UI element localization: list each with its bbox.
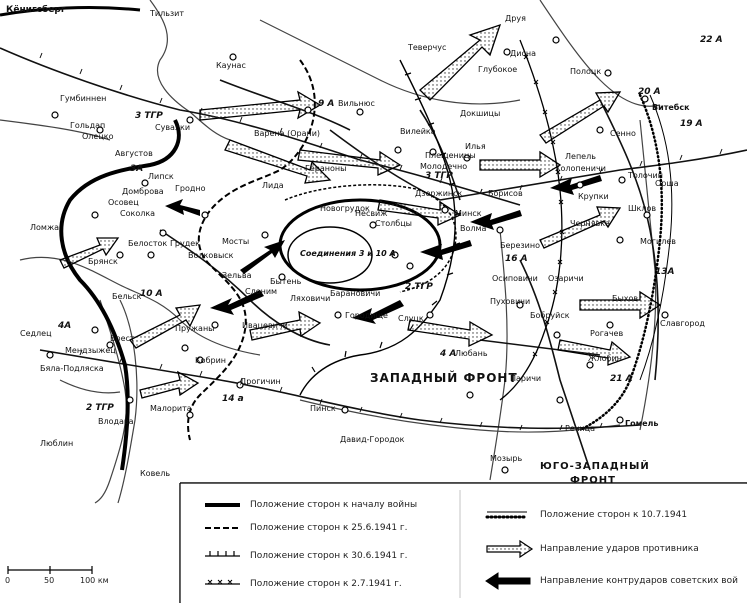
counter-7 [420,240,472,260]
city-label: Гумбиннен [60,94,107,103]
city-label: Соколка [120,209,156,218]
city-label: Борисов [488,189,523,198]
army-label: 4А [58,321,72,331]
city-label: Давид-Городок [340,435,405,444]
city-label: Речица [565,424,596,433]
legend-item-10-7: Положение сторон к 10.7.1941 [540,510,688,520]
city-label: Белосток [128,239,168,248]
encircled-armies-label: Соединения 3 и 10 А [300,249,396,258]
scale-label-100: 100 км [80,576,109,585]
city-label: Рогачев [590,329,624,338]
army-label: 9 А [318,99,335,109]
city-label: Ломжа [30,223,60,232]
city-label: Бобруйск [530,311,570,320]
city-label: Столбцы [375,219,412,228]
city-label: Липск [148,172,174,181]
city-label: Бытень [270,277,302,286]
city-label: Пружаны [175,324,215,333]
army-label: 3А [130,164,144,174]
panzer-group-label: 3 ТГР [135,111,163,121]
army-label: 21 А [610,374,633,384]
city-label: Малорита [150,404,192,413]
city-label: Зельва [222,271,252,280]
city-label: Березино [500,241,540,250]
city-label: Слоним [245,287,278,296]
city-label: Брянск [88,257,118,266]
city-label: Августов [115,149,153,158]
city-label: Гераноны [305,164,347,173]
city-label: Слуцк [398,314,424,323]
city-label: Друя [505,14,526,23]
city-label: Дзержинск [415,189,463,198]
front-label-southwest-2: ФРОНТ [570,475,616,486]
city-label: Илья [465,142,486,151]
city-label: Седлец [20,329,52,338]
city-label: Озаричи [548,274,584,283]
city-label: Мосты [222,237,250,246]
city-label: Каунас [216,61,246,70]
city-label: Бельск [112,292,142,301]
city-label: Мозырь [490,454,523,463]
city-label: Докшицы [460,109,501,118]
city-label: Брест [110,334,135,343]
arrow-s1 [408,320,492,346]
city-label: Новогрудок [320,204,370,213]
city-label: Тильзит [150,9,185,18]
legend-item-soviet-counterattacks: Направление контрударов советских вой [540,576,738,586]
city-label: Толочин [628,171,663,180]
city-label: Витебск [652,103,690,112]
city-label: Волма [460,224,487,233]
city-label: Городище [345,311,388,320]
city-label: Осовец [108,198,139,207]
city-label: Кёнигсберг [6,5,66,15]
city-label: Олецко [82,132,114,141]
city-label: Славгород [660,319,705,328]
army-label: 16 А [505,254,528,264]
legend-item-30-6: Положение сторон к 30.6.1941 г. [250,551,408,561]
city-label: Плещеницы [425,151,476,160]
legend-item-25-6: Положение сторон к 25.6.1941 г. [250,523,408,533]
scale-label-0: 0 [5,576,11,585]
arrow-n1 [420,25,500,100]
city-label: Мендзыжец [65,346,116,355]
legend-item-enemy-attacks: Направление ударов противника [540,544,699,554]
city-label: Вилейка [400,127,436,136]
city-label: Пинск [310,404,336,413]
army-label: 4 А [440,349,457,359]
army-label: 14 а [222,394,244,404]
city-label: Бяла-Подляска [40,364,104,373]
city-label: Ковель [140,469,171,478]
city-label: Влодава [98,417,134,426]
city-label: Ляховичи [290,294,331,303]
city-label: Осиповичи [492,274,538,283]
panzer-group-label: 2 ТГР [86,403,114,413]
city-label: Дрогичин [240,377,281,386]
city-label: Люблин [40,439,74,448]
city-label: Любань [455,349,488,358]
scale-label-50: 50 [44,576,55,585]
legend-item-start: Положение сторон к началу войны [250,500,418,510]
scale-bar [8,566,92,574]
city-label: Могилев [640,237,676,246]
army-label: 22 А [700,35,723,45]
city-label: Дисна [510,49,536,58]
arrow-n2 [200,92,320,120]
city-label: Лепель [565,152,596,161]
panzer-group-label: 2 ТГР [405,282,433,292]
city-label: Молодечно [420,162,468,171]
city-label: Гродно [175,184,206,193]
army-label: 10 А [140,289,163,299]
city-label: Сенно [610,129,636,138]
city-label: Минск [455,209,482,218]
city-label: Орша [655,179,679,188]
city-label: Чернявка [570,219,610,228]
city-label: Гольдап [70,121,106,130]
city-label: Пуховичи [490,297,531,306]
city-label: Кобрин [195,356,227,365]
city-label: Холопеничи [555,164,606,173]
front-label-western: ЗАПАДНЫЙ ФРОНТ [370,371,518,385]
city-label: Лида [262,181,284,190]
city-label: Шклов [628,204,657,213]
city-label: Сувалки [155,123,191,132]
city-label: Несвиж [355,209,388,218]
legend-item-2-7: Положение сторон к 2.7.1941 г. [250,579,402,589]
city-label: Крупки [578,192,609,201]
arrow-s4 [140,372,198,398]
panzer-group-label: 3 ТГР [425,171,453,181]
city-label: Домброва [122,187,164,196]
city-label: Грудек [170,239,200,248]
city-label: Глубокое [478,65,518,74]
city-label: Ивацевичи [242,321,288,330]
city-label: Вильнюс [338,99,375,108]
army-label: 13А [655,267,675,277]
front-label-southwest: ЮГО-ЗАПАДНЫЙ [540,461,650,472]
city-label: Волковыск [188,251,234,260]
city-label: Теверчус [408,43,447,52]
army-label: 20 А [638,87,661,97]
city-label: Жлобин [588,354,622,363]
city-label: Барановичи [330,289,381,298]
arrow-c3 [480,152,560,177]
city-label: Паричи [510,374,542,383]
city-label: Гомель [625,419,659,428]
city-label: Варена (Орани) [254,129,321,138]
counter-2 [165,199,200,216]
city-label: Полоцк [570,67,602,76]
army-label: 19 А [680,119,703,129]
city-label: Быхов [612,294,639,303]
